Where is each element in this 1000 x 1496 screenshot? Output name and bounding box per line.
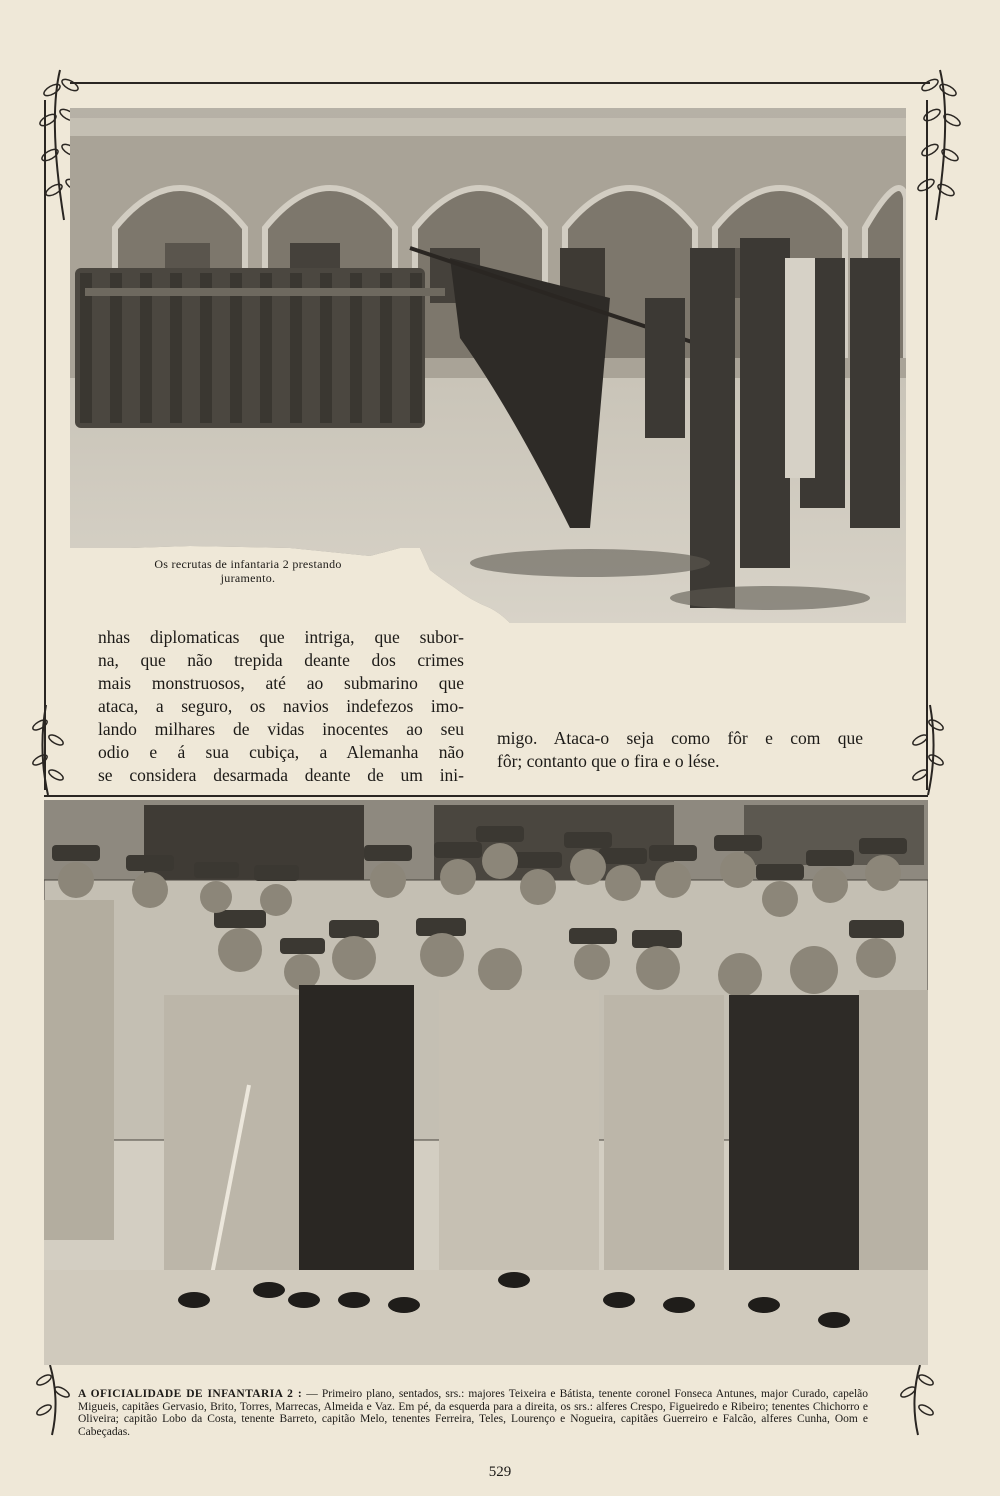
top-photo-caption-line-2: juramento.	[220, 571, 276, 585]
body-text-right-column	[497, 727, 863, 773]
top-photo-caption	[98, 557, 398, 585]
body-text-line: mais monstruosos, até ao submarino que	[98, 673, 464, 693]
page-number: 529	[488, 1464, 512, 1480]
body-text-line: ataca, a seguro, os navios indefezos imo-	[98, 696, 464, 716]
frame-top-rule	[70, 82, 930, 84]
bottom-photo-caption-lead: A OFICIALIDADE DE INFANTARIA 2 :	[78, 1388, 303, 1400]
body-text-left-column	[98, 626, 464, 787]
laurel-ornament-bottom-right	[890, 1360, 940, 1440]
officers-group-photo	[44, 800, 928, 1365]
laurel-ornament-mid-left	[28, 700, 68, 800]
laurel-ornament-mid-right	[908, 700, 948, 800]
body-text-line: lando milhares de vidas inocentes ao seu	[98, 719, 464, 739]
bottom-photo-caption-body: — Primeiro plano, sentados, srs.: majores Teixeira e Bátista, tenente coronel Fonseca Antunes, major Curado, capelão Migueis, capitães Gervasio, Brito, Torres, Marrecas, Almeida e Vaz. Em pé, da esquerda para a direita, os srs.: alferes Crespo, Figueiredo e Ribeiro; tenentes Chichorro e Oliveira; capitão Lobo da Costa, tenente Barreto, capitão Melo, tenentes Ferreira, Teles, Lourenço e Nogueira, capitães Guerreiro e Falcão, alferes Cunha, Oom e Cabeçadas.	[78, 1388, 868, 1438]
recruits-oath-photo	[70, 108, 906, 623]
laurel-ornament-top-right	[900, 60, 970, 230]
laurel-ornament-bottom-left	[30, 1360, 80, 1440]
frame-middle-rule	[44, 795, 928, 797]
body-text-line: migo. Ataca-o seja como fôr e com que	[497, 728, 863, 748]
body-text-line: se considera desarmada deante de um ini-	[98, 765, 464, 785]
top-photo-caption-line-1: Os recrutas de infantaria 2 prestando	[154, 557, 342, 571]
body-text-line: fôr; contanto que o fira e o lése.	[497, 751, 720, 771]
bottom-photo-caption	[78, 1388, 868, 1438]
body-text-line: odio e á sua cubiça, a Alemanha não	[98, 742, 464, 762]
body-text-line: nhas diplomaticas que intriga, que subor-	[98, 627, 464, 647]
body-text-line: na, que não trepida deante dos crimes	[98, 650, 464, 670]
